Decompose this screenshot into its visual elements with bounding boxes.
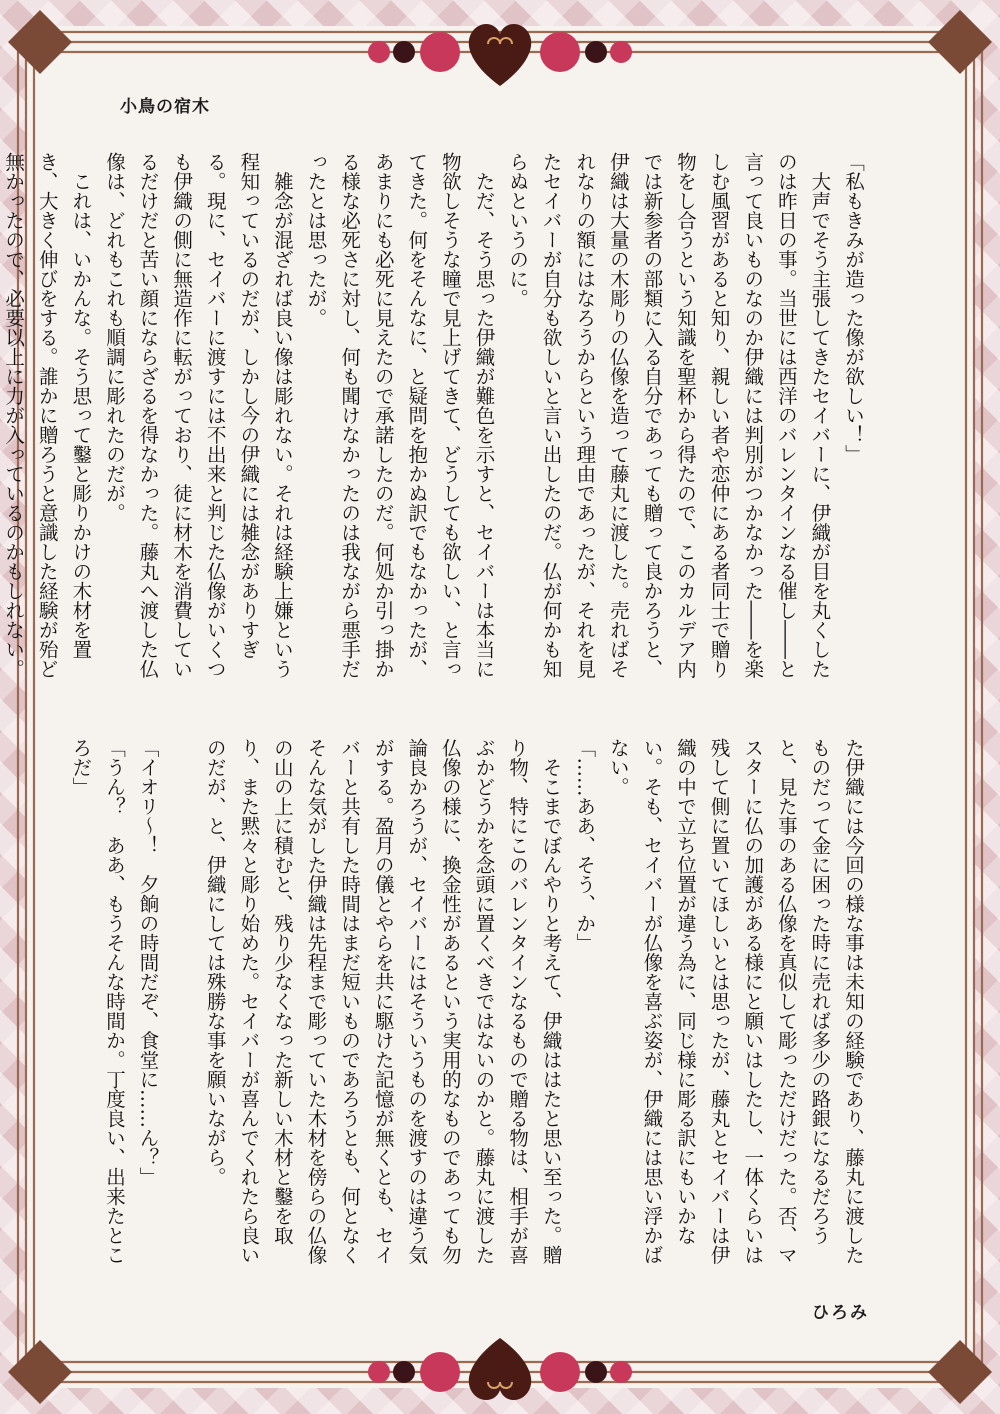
story-lower-block [69, 738, 870, 1278]
story-paragraph: ただ、そう思った伊織が難色を示すと、セイバーは本当に物欲しそうな瞳で見上げてきて、どうしても欲しい、と言ってきた。何をそんなに、と疑問を抱かぬ訳でもなかったが、あまりにも必死に見えたので承諾したのだ。何処か引っ掛かる様な必死さに対し、何も聞けなかったのは我ながら悪手だったとは思ったが。 [304, 152, 496, 679]
story-paragraph: た伊織には今回の様な事は未知の経験であり、藤丸に渡したものだって金に困った時に売れば多少の路銀になるだろうと、見た事のある仏像を真似して彫っただけだった。否、マスターに仏の加護がある様にと願いはしたし、一体くらいは残して側に置いてほしいとは思ったが、藤丸とセイバーは伊織の中で立ち位置が違う為に、同じ様に彫る訳にもいかない。そも、セイバーが仏像を喜ぶ姿が、伊織には思い浮かばない。 [606, 738, 865, 1265]
story-paragraph: 「イオリ～！ 夕餉の時間だぞ、食堂に……ん？」 [136, 738, 160, 1187]
story-paragraph: 大声でそう主張してきたセイバーに、伊織が目を丸くしたのは昨日の事。当世には西洋のバレンタインなる催し――と言って良いものなのか伊織には判別がつかなかった――を楽しむ風習があると知り、親しい者や恋仲にある者同士で贈り物をし合うという知識を聖杯から得たので、このカルデア内では新参者の部類に入る自分であっても贈って良かろうと、伊織は大量の木彫りの仏像を造って藤丸に渡した。売ればそれなりの額にはなろうからという理由であったが、それを見たセイバーが自分も欲しいと言い出したのだ。仏が何かも知らぬというのに。 [506, 152, 832, 679]
story-paragraph: 「……ああ、そう、か」 [573, 738, 597, 953]
author-name: ひろみ [812, 1303, 869, 1323]
story-upper-block [2, 152, 870, 692]
story-paragraph: 雑念が混ざれば良い像は彫れない。それは経験上嫌という程知っているのだが、しかし今の伊織には雑念がありすぎる。現に、セイバーに渡すには不出来と判じた仏像がいくつも伊織の側に無造作に転がっており、徒に材木を消費しているだけだと苦い顔にならざるを得なかった。藤丸へ渡した仏像は、どれもこれも順調に彫れたのだが。 [102, 152, 294, 679]
page-title: 小鳥の宿木 [120, 97, 210, 117]
story-paragraph: 「うん？ ああ、もうそんな時間か。丁度良い、出来たところだ」 [69, 738, 126, 1265]
story-paragraph: 「私もきみが造った像が欲しい！」 [842, 152, 865, 464]
story-paragraph: そこまでぼんやりと考えて、伊織ははたと思い至った。贈り物、特にこのバレンタインなるもので贈る物は、相手が喜ぶかどうかを念頭に置くべきではないのかと。藤丸に渡した仏像の様に、換金性があるという実用的なものであっても勿論良かろうが、セイバーにはそういうものを渡すのは違う気がする。盈月の儀とやらを共に駆けた記憶が無くとも、セイバーと共有した時間はまだ短いものであろうとも、何となくそんな気がした伊織は先程まで彫っていた木材を傍らの仏像の山の上に積むと、残り少なくなった新しい木材と鑿を取り、また黙々と彫り始めた。セイバーが喜んでくれたら良いのだが、と、伊織にしては殊勝な事を願いながら。 [203, 738, 563, 1265]
story-paragraph: これは、いかんな。そう思って鑿と彫りかけの木材を置き、大きく伸びをする。誰かに贈ろうと意識した経験が殆ど無かったので、必要以上に力が入っているのかもしれない。 [2, 152, 93, 679]
blank-line [165, 738, 199, 1278]
